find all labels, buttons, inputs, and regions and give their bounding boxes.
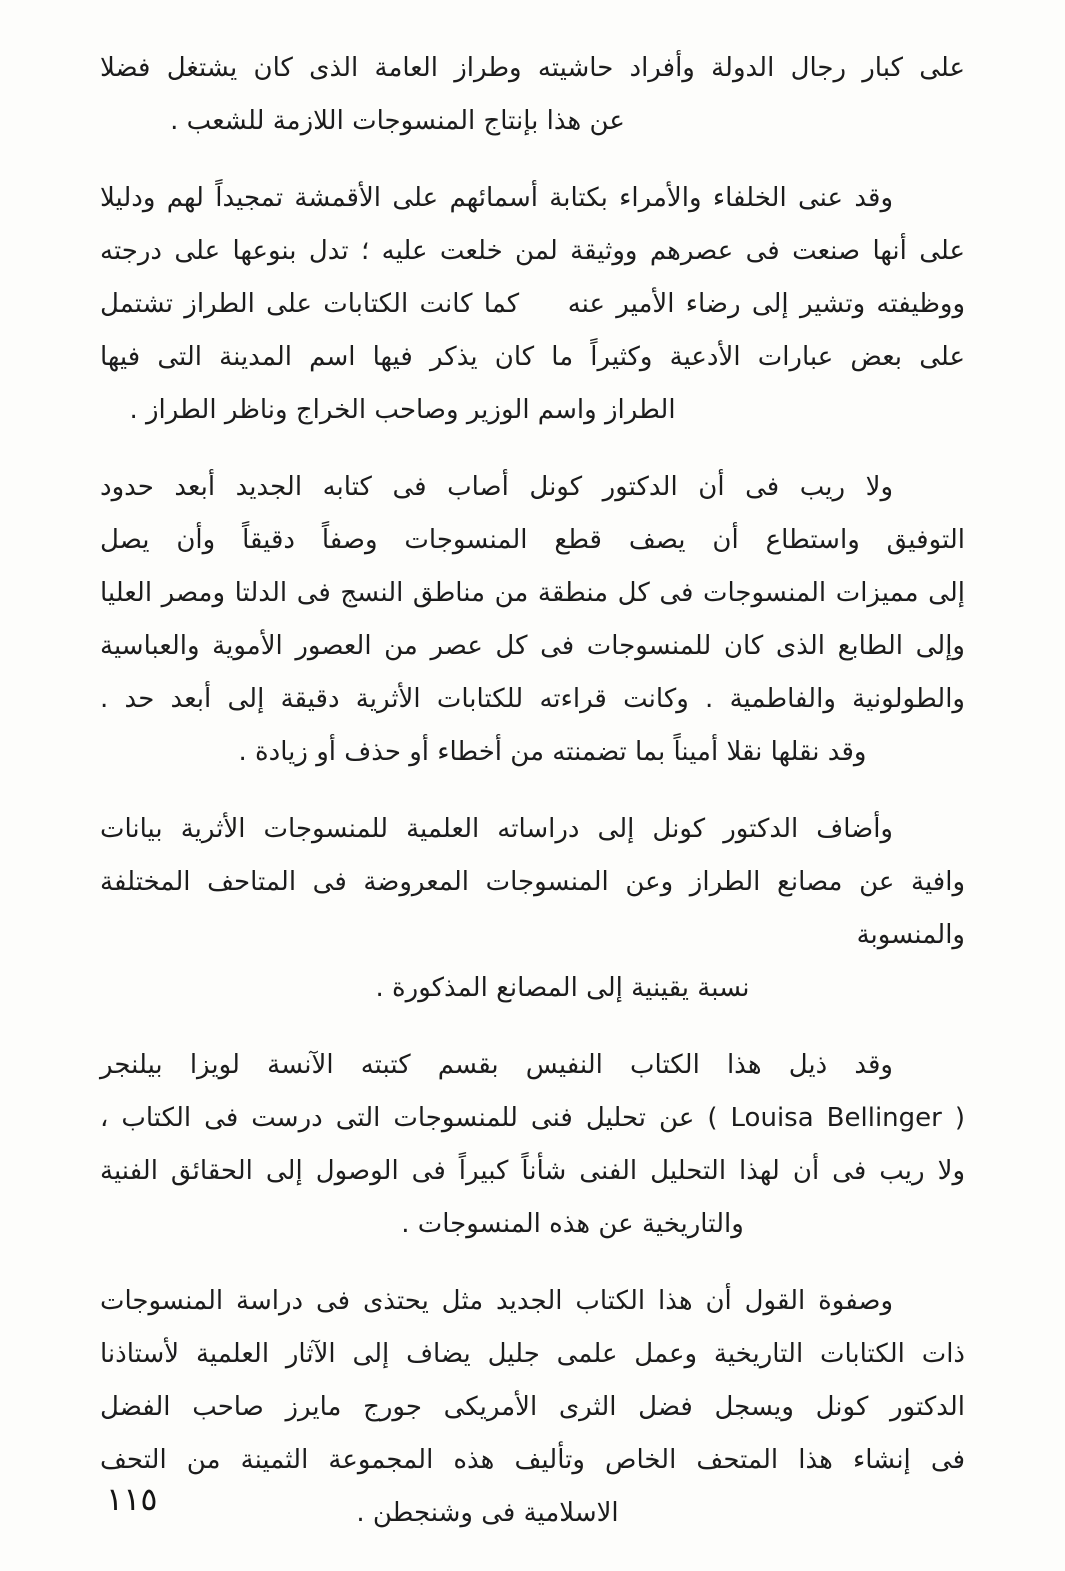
text-line: إلى مميزات المنسوجات فى كل منطقة من مناطق النسج فى الدلتا ومصر العليا <box>100 578 965 608</box>
text-line: الاسلامية فى وشنجطن . <box>356 1498 619 1528</box>
paragraph-4 <box>100 803 965 1015</box>
text-line: الدكتور كونل ويسجل فضل الثرى الأمريكى جورج مايرز صاحب الفضل <box>100 1392 965 1422</box>
text-line: ذات الكتابات التاريخية وعمل علمى جليل يضاف إلى الآثار العلمية لأستاذنا <box>100 1339 965 1369</box>
text-line: فى إنشاء هذا المتحف الخاص وتأليف هذه المجموعة الثمينة من التحف <box>100 1445 965 1475</box>
text-line: وإلى الطابع الذى كان للمنسوجات فى كل عصر من العصور الأموية والعباسية <box>100 631 965 661</box>
text-line: وصفوة القول أن هذا الكتاب الجديد مثل يحتذى فى دراسة المنسوجات <box>100 1286 893 1316</box>
text-line: وافية عن مصانع الطراز وعن المنسوجات المعروضة فى المتاحف المختلفة والمنسوبة <box>100 867 965 950</box>
paragraph-6 <box>100 1275 965 1540</box>
text-line: ( Louisa Bellinger ) عن تحليل فنى للمنسوجات التى درست فى الكتاب ، <box>100 1103 965 1133</box>
text-line: وقد عنى الخلفاء والأمراء بكتابة أسمائهم على الأقمشة تمجيداً لهم ودليلا <box>100 183 893 213</box>
text-line: وقد ذيل هذا الكتاب النفيس بقسم كتبته الآنسة لويزا بيلنجر <box>100 1050 893 1080</box>
text-line: وأضاف الدكتور كونل إلى دراساته العلمية للمنسوجات الأثرية بيانات <box>100 814 893 844</box>
paragraph-5 <box>100 1039 965 1251</box>
text-line: ولا ريب فى أن لهذا التحليل الفنى شأناً كبيراً فى الوصول إلى الحقائق الفنية <box>100 1156 965 1186</box>
paragraph-3 <box>100 461 965 779</box>
text-line: على كبار رجال الدولة وأفراد حاشيته وطراز العامة الذى كان يشتغل فضلا <box>100 53 965 83</box>
text-line: ولا ريب فى أن الدكتور كونل أصاب فى كتابه الجديد أبعد حدود <box>100 472 893 502</box>
text-line: على بعض عبارات الأدعية وكثيراً ما كان يذكر فيها اسم المدينة التى فيها <box>100 342 965 372</box>
text-line: نسبة يقينية إلى المصانع المذكورة . <box>375 973 750 1003</box>
paragraph-1 <box>100 42 965 148</box>
text-line: على أنها صنعت فى عصرهم ووثيقة لمن خلعت عليه ؛ تدل بنوعها على درجته <box>100 236 965 266</box>
text-block <box>100 42 965 1564</box>
paragraph-2 <box>100 172 965 437</box>
page-number: ١١٥ <box>106 1480 158 1518</box>
text-line: والتاريخية عن هذه المنسوجات . <box>401 1209 744 1239</box>
text-line: والطولونية والفاطمية . وكانت قراءته للكتابات الأثرية دقيقة إلى أبعد حد . <box>100 684 965 714</box>
text-line: ووظيفته وتشير إلى رضاء الأمير عنه كما كانت الكتابات على الطراز تشتمل <box>100 289 965 319</box>
text-line: وقد نقلها نقلا أميناً بما تضمنته من أخطاء أو حذف أو زيادة . <box>238 737 867 767</box>
text-line: التوفيق واستطاع أن يصف قطع المنسوجات وصفاً دقيقاً وأن يصل <box>100 525 965 555</box>
text-line: عن هذا بإنتاج المنسوجات اللازمة للشعب . <box>170 106 625 136</box>
text-line: الطراز واسم الوزير وصاحب الخراج وناظر الطراز . <box>129 395 676 425</box>
